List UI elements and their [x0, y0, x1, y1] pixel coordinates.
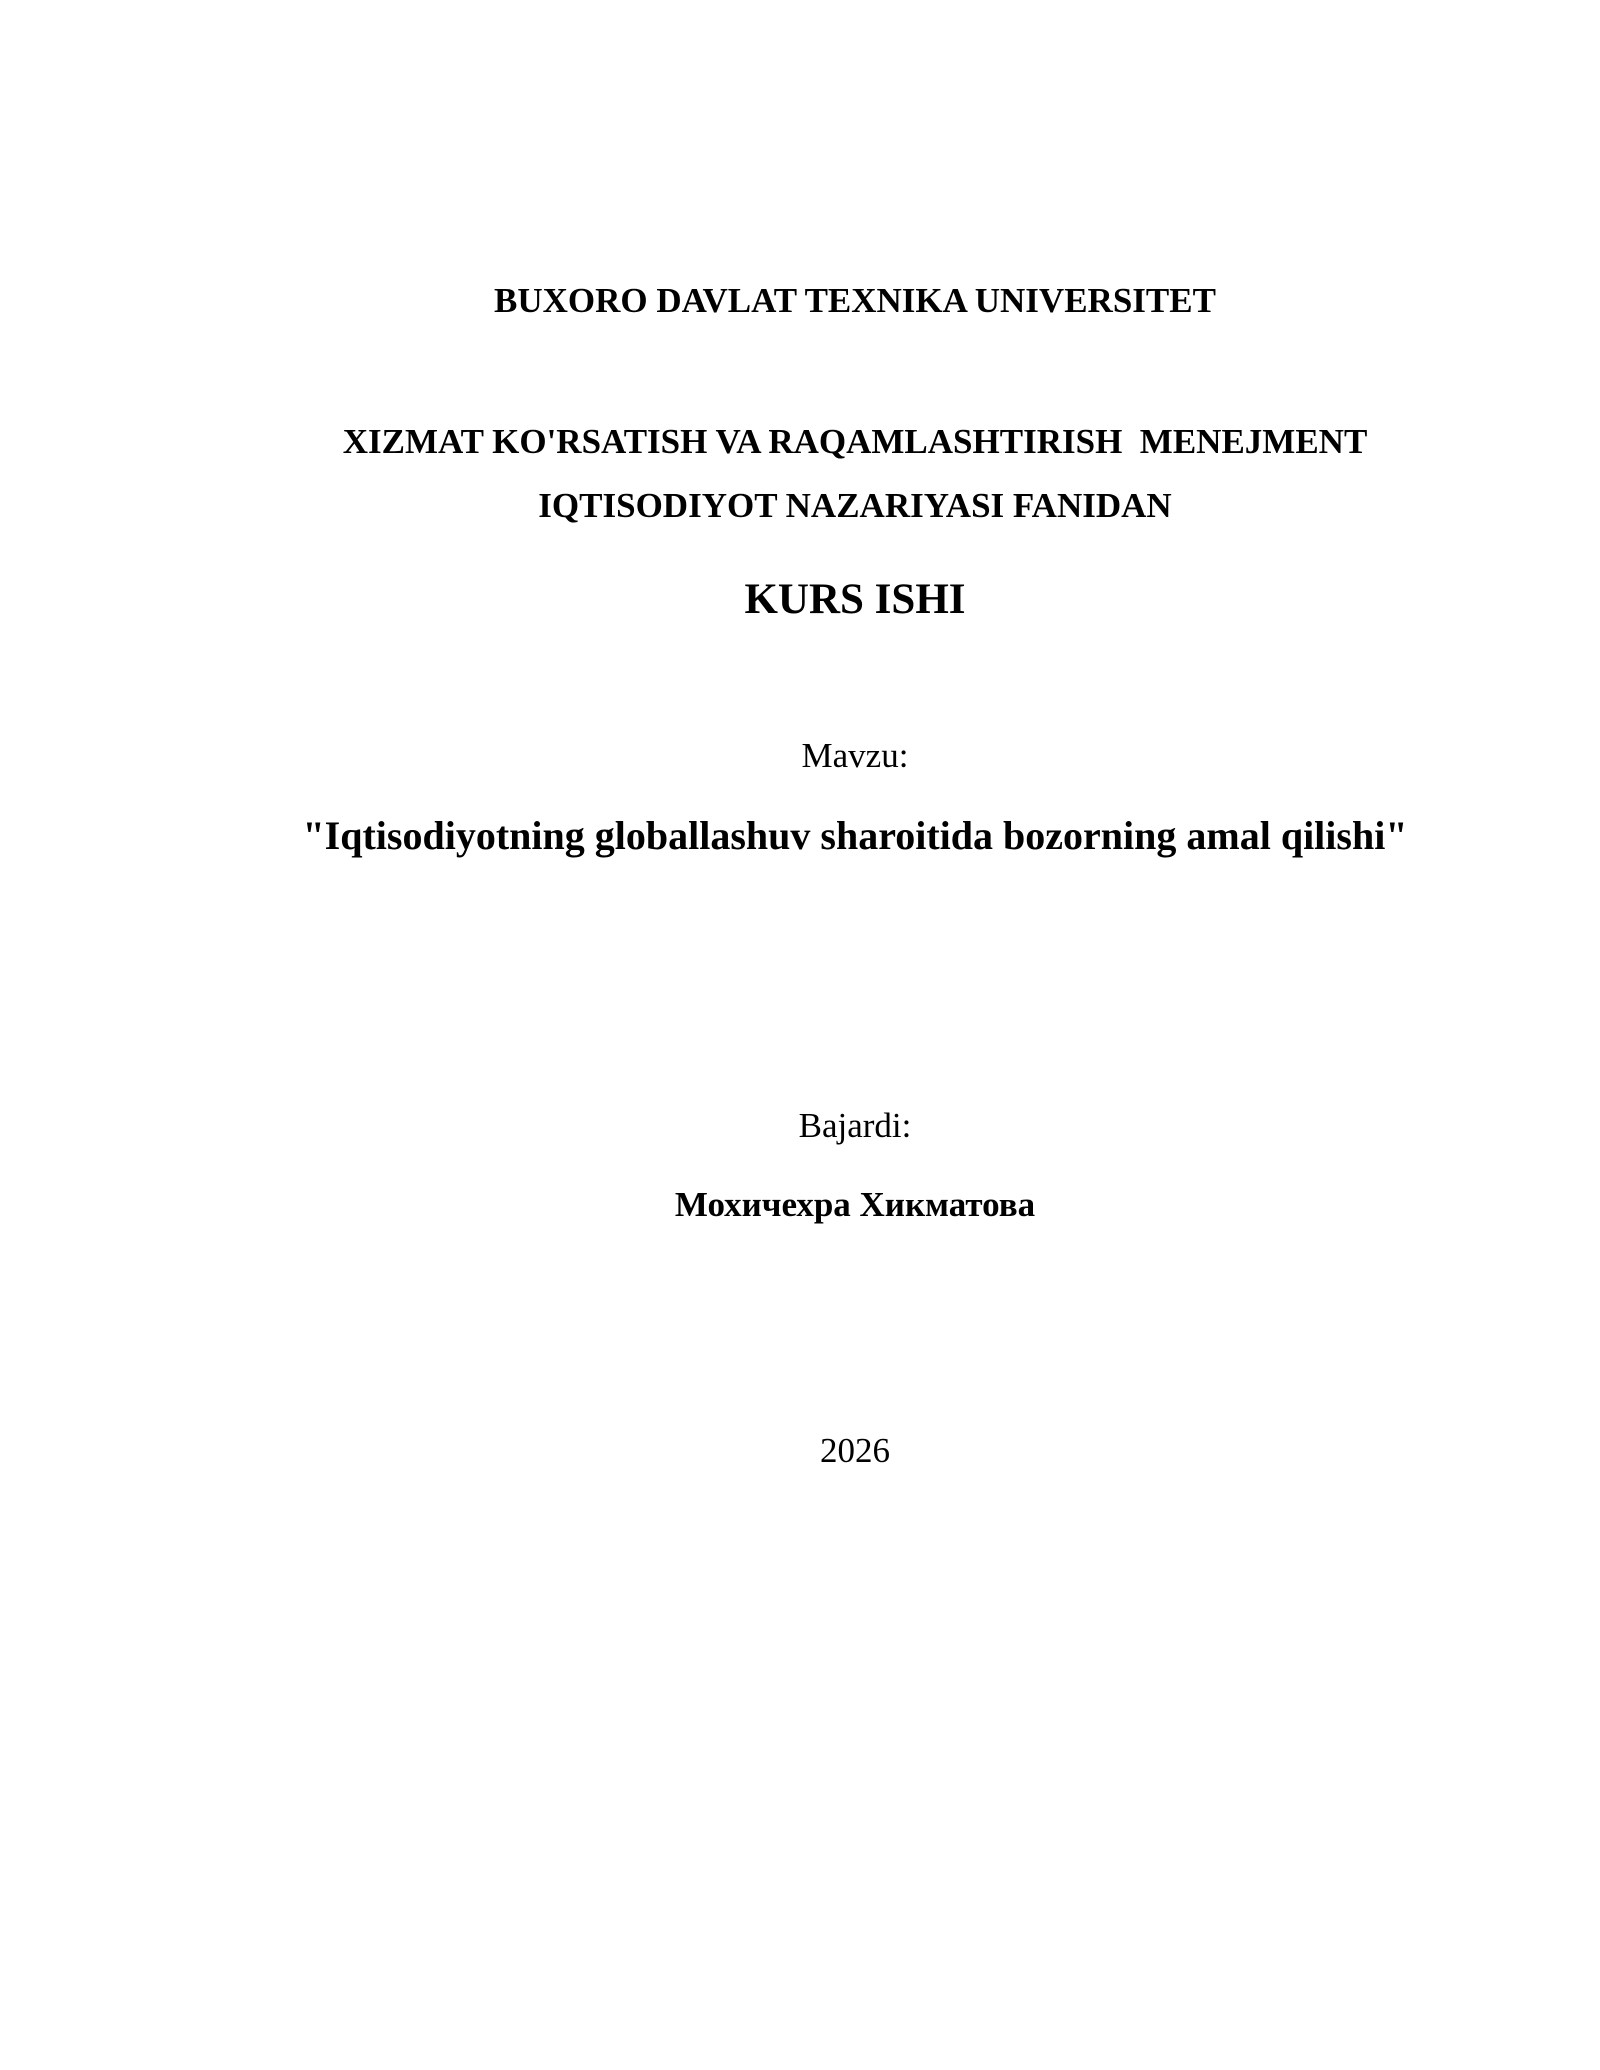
topic-title: "Iqtisodiyotning globallashuv sharoitida bozorning amal qilishi"	[302, 813, 1408, 858]
university-name: BUXORO DAVLAT TEXNIKA UNIVERSITET	[494, 281, 1216, 320]
year: 2026	[820, 1431, 890, 1470]
topic-label: Mavzu:	[801, 736, 909, 775]
author-label: Bajardi:	[798, 1106, 912, 1145]
author-name: Мохичехра Хикматова	[674, 1185, 1036, 1224]
department-line-2: IQTISODIYOT NAZARIYASI FANIDAN	[538, 486, 1172, 525]
work-type-heading: KURS ISHI	[744, 576, 966, 623]
department-line-1: XIZMAT KO'RSATISH VA RAQAMLASHTIRISH MENEJMENT	[342, 422, 1368, 461]
